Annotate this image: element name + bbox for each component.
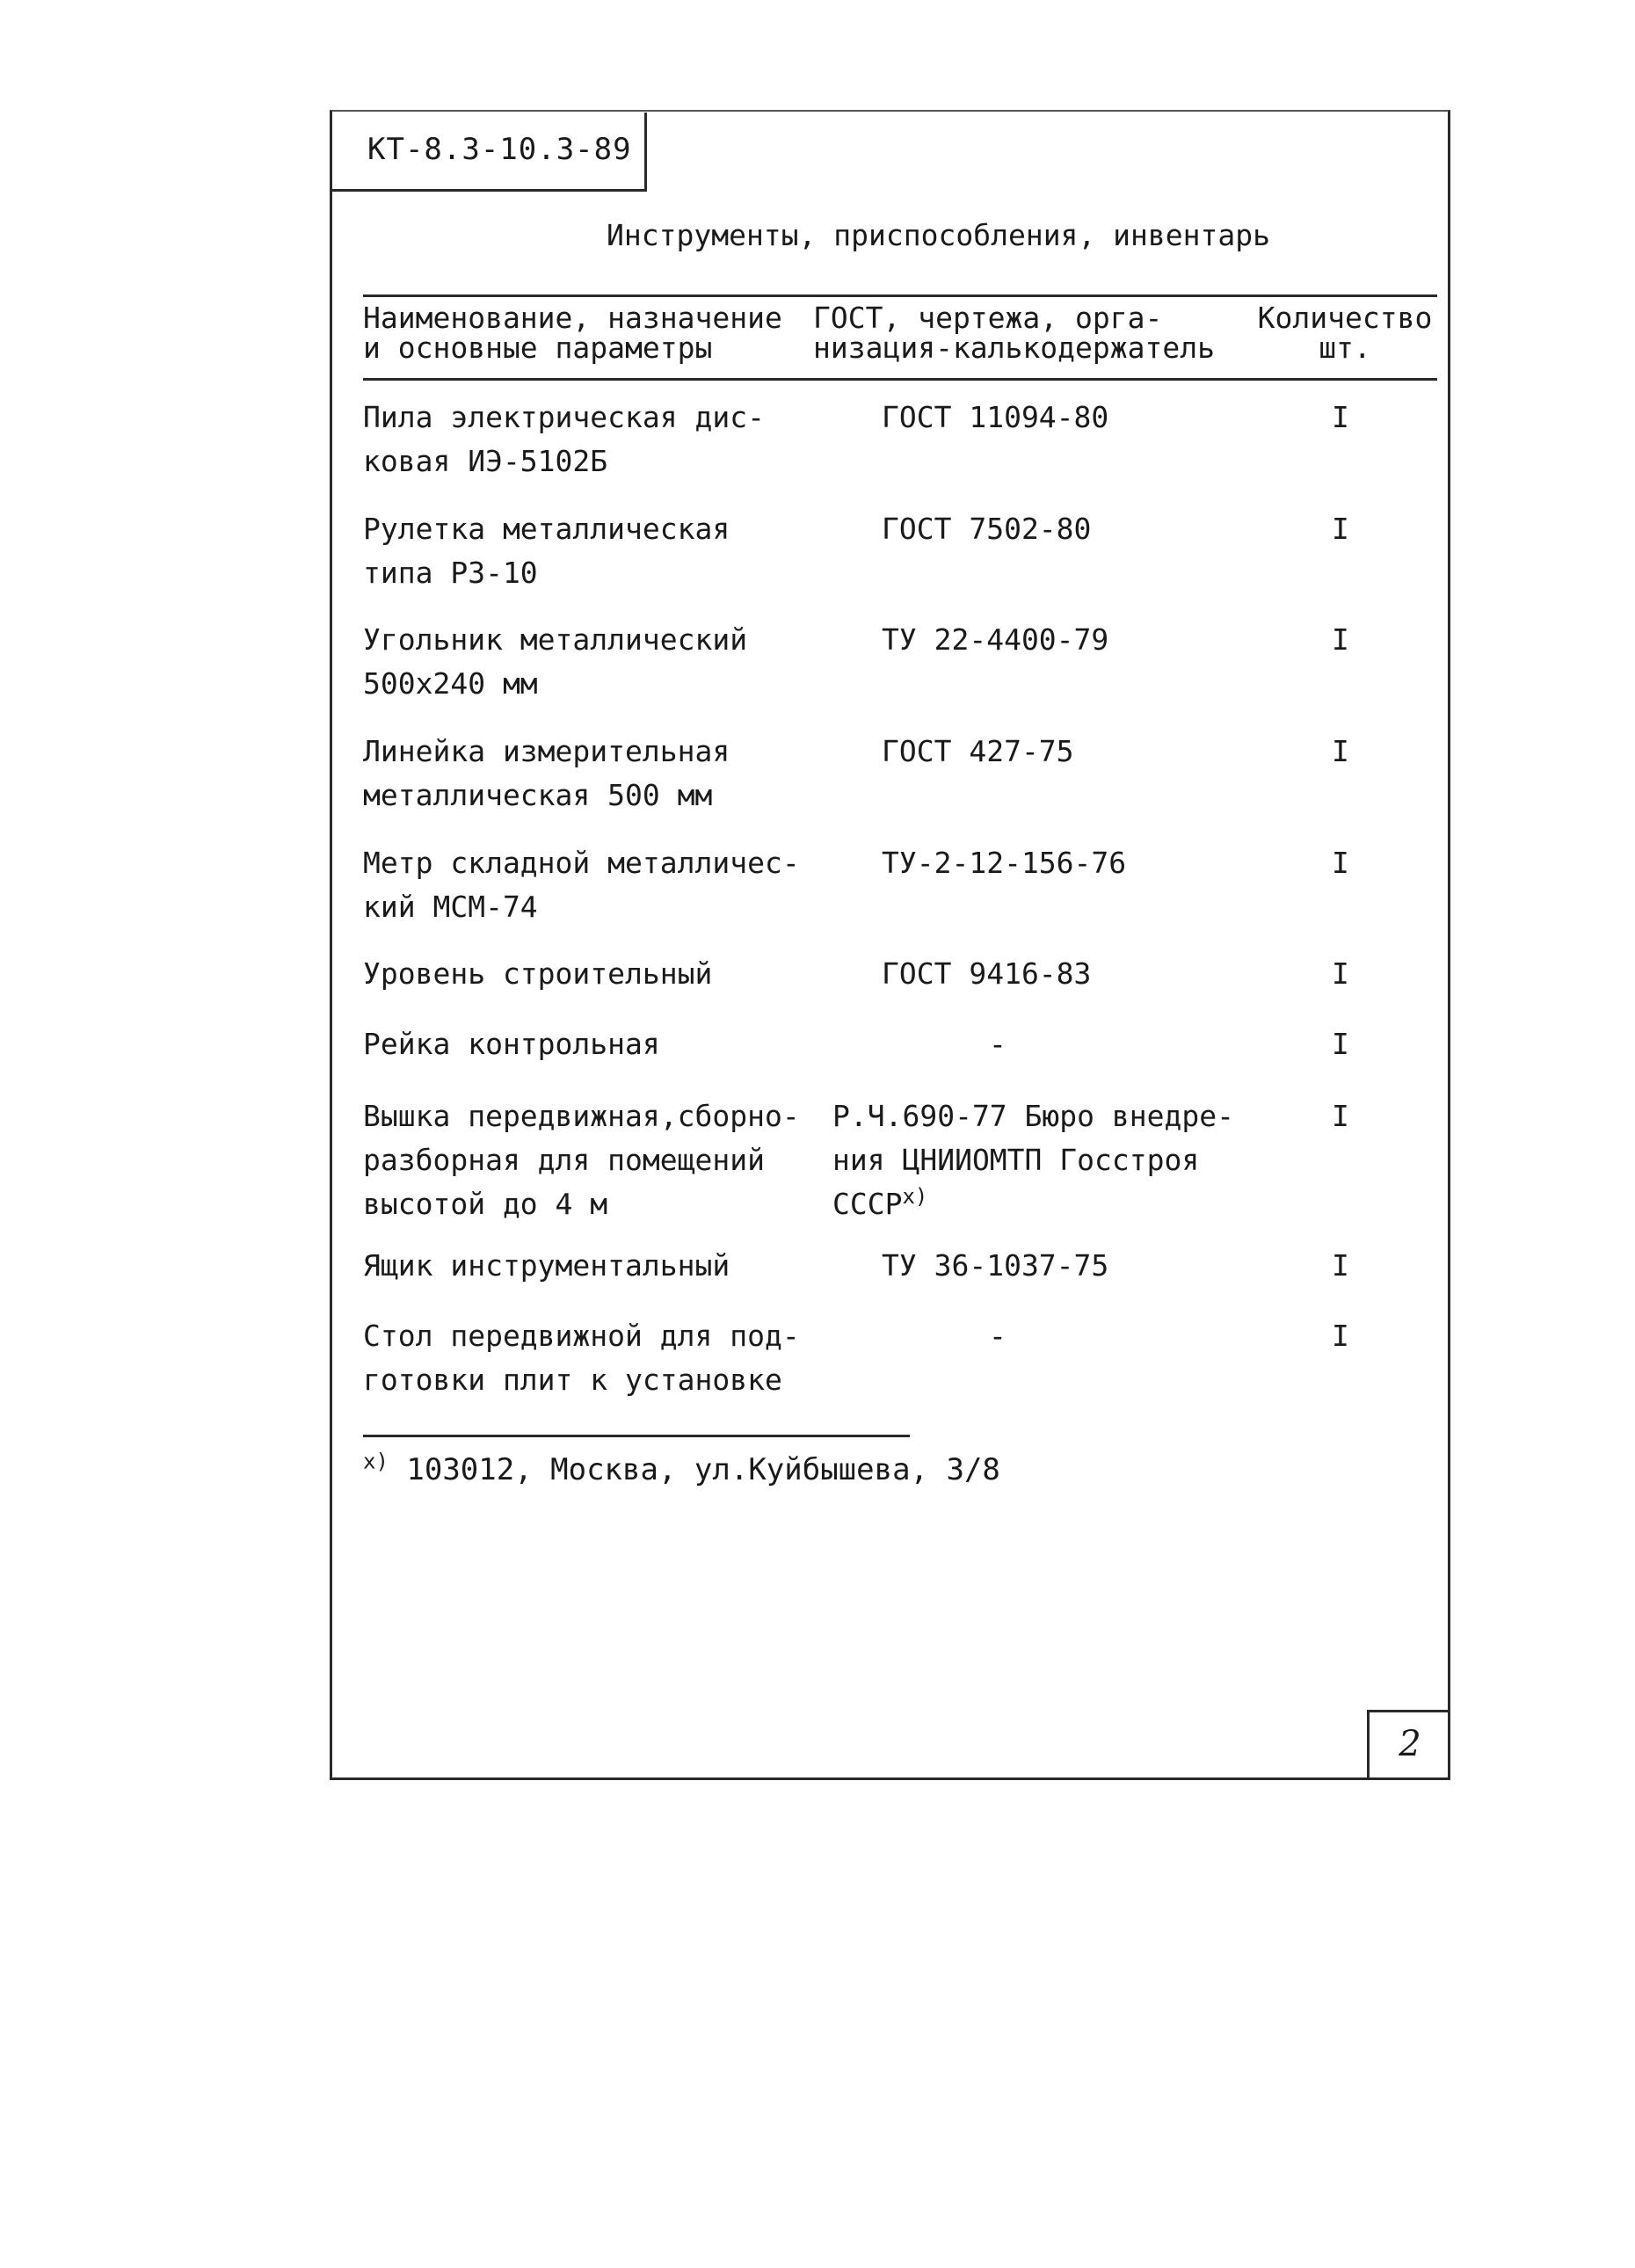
row-5-qty: I <box>1332 846 1349 880</box>
row-1-qty: I <box>1332 400 1349 434</box>
row-5-name-line1: Метр складной металличес- <box>363 846 800 880</box>
row-2-name <box>363 507 730 595</box>
row-8-name <box>363 1094 800 1226</box>
row-3-name-line1: Угольник металлический <box>363 622 748 657</box>
row-10-qty: I <box>1332 1319 1349 1353</box>
row-6-name <box>363 952 712 996</box>
page-number: 2 <box>1367 1710 1450 1780</box>
row-8-source-line2: ния ЦНИИОМТП Госстроя <box>832 1143 1200 1177</box>
page-title: Инструменты, приспособления, инвентарь <box>607 218 1270 252</box>
row-6-qty: I <box>1332 956 1349 991</box>
header-source-line1: ГОСТ, чертежа, орга- <box>813 301 1163 335</box>
row-6-source: ГОСТ 9416-83 <box>882 956 1092 991</box>
footnote-rule <box>363 1435 910 1437</box>
header-source <box>813 303 1215 363</box>
document-code: КТ-8.3-10.3-89 <box>332 113 647 192</box>
row-10-name <box>363 1314 800 1402</box>
row-8-source <box>832 1094 1234 1226</box>
row-8-source-line3-text: СССР <box>832 1187 903 1221</box>
header-name-line1: Наименование, назначение <box>363 301 782 335</box>
header-qty-line1: Количество <box>1257 301 1433 335</box>
row-4-name-line1: Линейка измерительная <box>363 734 730 768</box>
row-2-source: ГОСТ 7502-80 <box>882 512 1092 546</box>
row-1-name <box>363 396 765 483</box>
row-1-name-line1: Пила электрическая дис- <box>363 400 765 434</box>
footnote <box>363 1449 1000 1487</box>
row-10-source: - <box>989 1319 1006 1353</box>
row-3-name-line2: 500х240 мм <box>363 666 538 701</box>
row-9-name <box>363 1244 730 1288</box>
header-source-line2: низация-калькодержатель <box>813 331 1215 365</box>
row-1-name-line2: ковая ИЭ-5102Б <box>363 444 608 478</box>
header-qty-line2: шт. <box>1319 331 1371 365</box>
row-4-name <box>363 730 730 818</box>
row-8-name-line1: Вышка передвижная,сборно- <box>363 1099 800 1133</box>
row-7-qty: I <box>1332 1027 1349 1061</box>
row-9-name-line1: Ящик инструментальный <box>363 1248 730 1283</box>
row-8-name-line2: разборная для помещений <box>363 1143 765 1177</box>
row-2-name-line1: Рулетка металлическая <box>363 512 730 546</box>
row-4-name-line2: металлическая 500 мм <box>363 778 713 812</box>
row-1-source: ГОСТ 11094-80 <box>882 400 1109 434</box>
row-2-qty: I <box>1332 512 1349 546</box>
row-3-name <box>363 618 747 706</box>
header-bottom-rule <box>363 378 1437 381</box>
row-3-qty: I <box>1332 622 1349 657</box>
header-name-line2: и основные параметры <box>363 331 713 365</box>
header-name <box>363 303 782 363</box>
row-2-name-line2: типа РЗ-10 <box>363 556 538 590</box>
row-10-name-line1: Стол передвижной для под- <box>363 1319 800 1353</box>
footnote-text: 103012, Москва, ул.Куйбышева, 3/8 <box>406 1452 1000 1487</box>
row-5-name <box>363 841 800 929</box>
row-3-source: ТУ 22-4400-79 <box>882 622 1109 657</box>
row-9-qty: I <box>1332 1248 1349 1283</box>
row-8-source-line1: Р.Ч.690-77 Бюро внедре- <box>832 1099 1234 1133</box>
row-4-source: ГОСТ 427-75 <box>882 734 1074 768</box>
row-8-name-line3: высотой до 4 м <box>363 1187 608 1221</box>
row-8-qty: I <box>1332 1099 1349 1133</box>
footnote-mark: х) <box>363 1449 389 1474</box>
row-5-name-line2: кий МСМ-74 <box>363 890 538 924</box>
row-6-name-line1: Уровень строительный <box>363 956 713 991</box>
row-10-name-line2: готовки плит к установке <box>363 1363 782 1397</box>
row-7-source: - <box>989 1027 1006 1061</box>
row-7-name-line1: Рейка контрольная <box>363 1027 660 1061</box>
row-8-footnote-mark: х) <box>902 1184 928 1209</box>
header-quantity <box>1257 303 1433 363</box>
row-5-source: ТУ-2-12-156-76 <box>882 846 1127 880</box>
row-8-source-line3 <box>832 1182 1234 1226</box>
row-7-name <box>363 1022 660 1066</box>
table-top-rule <box>363 294 1437 297</box>
row-9-source: ТУ 36-1037-75 <box>882 1248 1109 1283</box>
row-4-qty: I <box>1332 734 1349 768</box>
